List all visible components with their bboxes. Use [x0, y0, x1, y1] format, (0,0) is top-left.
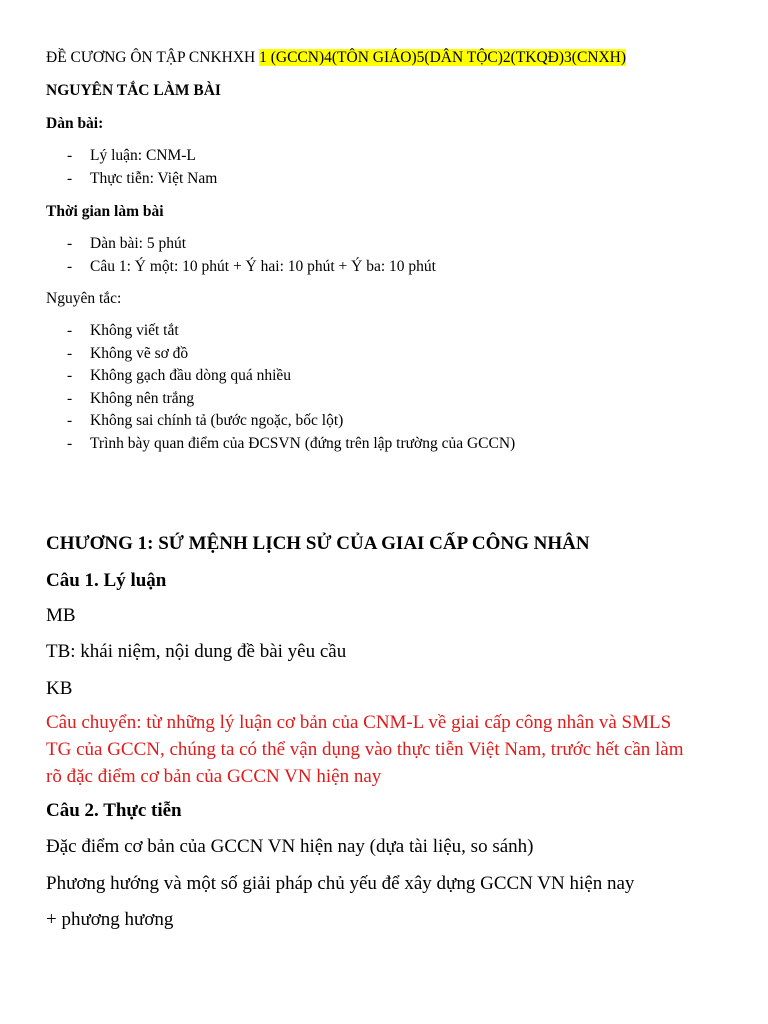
transition-line-1: Câu chuyển: từ những lý luận cơ bản của CNM-L về giai cấp công nhân và SMLS: [46, 712, 672, 733]
dash-bullet: -: [67, 344, 73, 362]
dash-bullet: -: [67, 389, 73, 407]
question-1-title: Câu 1. Lý luận: [46, 570, 167, 591]
transition-line-3: rõ đặc điểm cơ bản của GCCN VN hiện nay: [46, 766, 382, 787]
dash-bullet: -: [67, 367, 73, 384]
mb-line: MB: [46, 605, 76, 626]
practice-line-1: Đặc điểm cơ bản của GCCN VN hiện nay (dựa tài liệu, so sánh): [46, 836, 534, 857]
question-2-title: Câu 2. Thực tiễn: [46, 800, 182, 821]
kb-line: KB: [46, 678, 73, 699]
dash-bullet: -: [67, 434, 73, 452]
title-highlight: 1 (GCCN)4(TÔN GIÁO)5(DÂN TỘC)2(TKQĐ)3(CNXH): [259, 49, 627, 66]
tb-line: TB: khái niệm, nội dung đề bài yêu cầu: [46, 641, 347, 662]
practice-line-2: Phương hướng và một số giải pháp chủ yếu để xây dựng GCCN VN hiện nay: [46, 873, 635, 894]
document-page: ĐỀ CƯƠNG ÔN TẬP CNKHXH 1 (GCCN)4(TÔN GIÁO)5(DÂN TỘC)2(TKQĐ)3(CNXH) NGUYÊN TẮC LÀM BÀI Dàn bài: - Lý luận: CNM-L - Thực tiễn: Việt Nam Thời gian làm bài - Dàn bài: 5 phút - Câu 1: Ý một: 10 phút + Ý hai: 10 phút + Ý ba: 10 phút Nguyên tắc: - Không viết tắt - Không vẽ sơ đồ - Không gạch đầu dòng quá nhiều - Không nên trắng - Không sai chính tả (bước ngoặc, bốc lột) - Trình bày quan điểm của ĐCSVN (đứng trên lập trường của GCCN) CHƯƠNG 1: SỨ MỆNH LỊCH SỬ CỦA GIAI CẤP CÔNG NHÂN Câu 1. Lý luận MB TB: khái niệm, nội dung đề bài yêu cầu KB Câu chuyển: từ những lý luận cơ bản của CNM-L về giai cấp công nhân và SMLS TG của GCCN, chúng ta có thể vận dụng vào thực tiễn Việt Nam, trước hết cần làm rõ đặc điểm cơ bản của GCCN VN hiện nay Câu 2. Thực tiễn Đặc điểm cơ bản của GCCN VN hiện nay (dựa tài liệu, so sánh) Phương hướng và một số giải pháp chủ yếu để xây dựng GCCN VN hiện nay + phương hương: [46, 49, 684, 930]
practice-line-3: + phương hương: [46, 909, 174, 930]
document-title: [46, 48, 626, 68]
dash-bullet: -: [67, 169, 73, 187]
outline-label: Dàn bài:: [46, 115, 104, 132]
dash-bullet: -: [67, 257, 73, 275]
time-label: Thời gian làm bài: [46, 203, 164, 220]
dash-bullet: -: [67, 235, 73, 252]
title-prefix: ĐỀ CƯƠNG ÔN TẬP CNKHXH: [46, 49, 256, 66]
rules-heading: NGUYÊN TẮC LÀM BÀI: [46, 82, 221, 99]
transition-line-2: TG của GCCN, chúng ta có thể vận dụng vào thực tiễn Việt Nam, trước hết cần làm: [46, 739, 684, 760]
dash-bullet: -: [67, 147, 73, 164]
dash-bullet: -: [67, 322, 73, 339]
chapter-title: CHƯƠNG 1: SỨ MỆNH LỊCH SỬ CỦA GIAI CẤP CÔNG NHÂN: [46, 533, 590, 554]
principles-label: Nguyên tắc:: [46, 290, 122, 307]
dash-bullet: -: [67, 412, 73, 429]
